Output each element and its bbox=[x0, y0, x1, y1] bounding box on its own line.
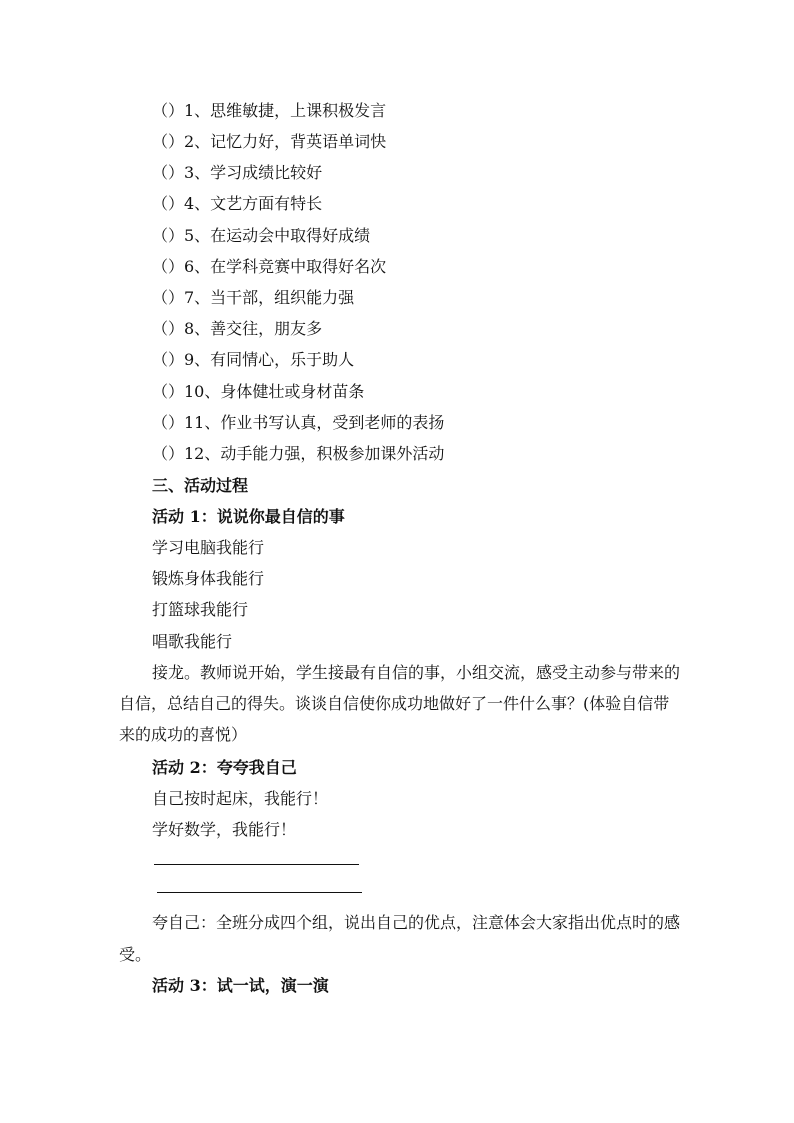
checklist-item-3: （）3、学习成绩比较好 bbox=[152, 163, 323, 182]
checklist-item-12: （）12、动手能力强，积极参加课外活动 bbox=[152, 444, 445, 463]
checklist-item-1: （）1、思维敏捷，上课积极发言 bbox=[152, 101, 387, 120]
activity-3-title: 活动 3：试一试，演一演 bbox=[152, 976, 329, 995]
checklist-item-4: （）4、文艺方面有特长 bbox=[152, 194, 323, 213]
checklist-item-11: （）11、作业书写认真，受到老师的表扬 bbox=[152, 413, 445, 432]
activity-2-paragraph-line: 夸自己：全班分成四个组，说出自己的优点，注意体会大家指出优点时的感 bbox=[152, 913, 681, 932]
checklist-item-10: （）10、身体健壮或身材苗条 bbox=[152, 382, 365, 401]
checklist-item-5: （）5、在运动会中取得好成绩 bbox=[152, 226, 371, 245]
activity-1-item: 打篮球我能行 bbox=[152, 600, 249, 619]
checklist-item-2: （）2、记忆力好，背英语单词快 bbox=[152, 132, 387, 151]
activity-1-item: 学习电脑我能行 bbox=[152, 538, 265, 557]
checklist-item-6: （）6、在学科竞赛中取得好名次 bbox=[152, 257, 387, 276]
activity-2-title: 活动 2：夸夸我自己 bbox=[152, 758, 297, 777]
activity-2-item: 自己按时起床，我能行！ bbox=[152, 789, 329, 808]
fill-in-blank-line bbox=[154, 864, 359, 865]
activity-1-paragraph-line: 接龙。教师说开始，学生接最有自信的事，小组交流，感受主动参与带来的 bbox=[152, 663, 681, 682]
fill-in-blank-line bbox=[157, 892, 362, 893]
activity-1-paragraph-line: 来的成功的喜悦） bbox=[119, 725, 248, 744]
activity-2-item: 学好数学，我能行！ bbox=[152, 820, 297, 839]
checklist-item-7: （）7、当干部，组织能力强 bbox=[152, 288, 355, 307]
activity-1-item: 锻炼身体我能行 bbox=[152, 569, 265, 588]
section-heading: 三、活动过程 bbox=[152, 476, 249, 495]
activity-1-item: 唱歌我能行 bbox=[152, 632, 233, 651]
checklist-item-9: （）9、有同情心，乐于助人 bbox=[152, 350, 355, 369]
activity-1-title: 活动 1：说说你最自信的事 bbox=[152, 507, 345, 526]
checklist-item-8: （）8、善交往，朋友多 bbox=[152, 319, 323, 338]
activity-1-paragraph-line: 自信，总结自己的得失。谈谈自信使你成功地做好了一件什么事？(体验自信带 bbox=[119, 694, 670, 713]
activity-2-paragraph-line: 受。 bbox=[119, 945, 152, 964]
